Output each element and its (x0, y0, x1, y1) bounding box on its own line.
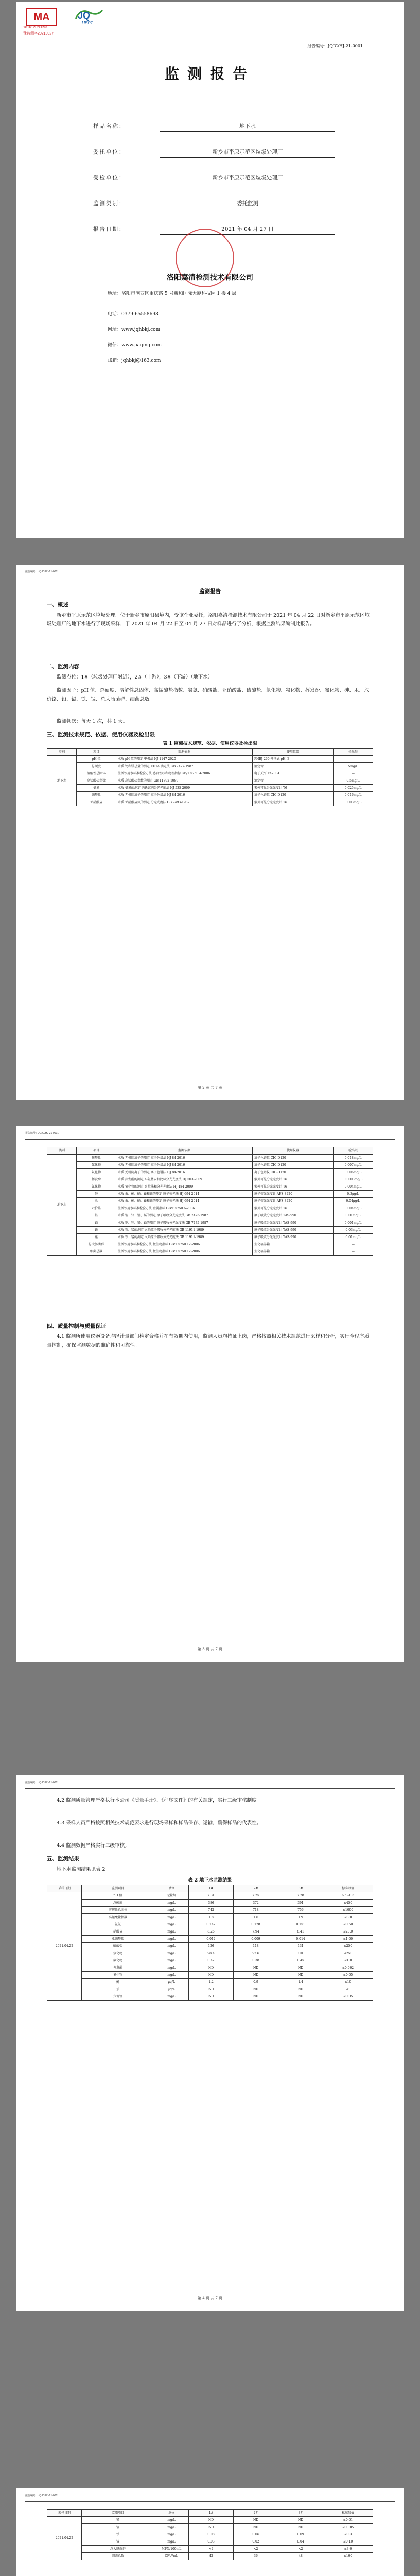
company-name: 洛阳嘉清检测技术有限公司 (167, 274, 253, 282)
table-2-continued (47, 2509, 373, 2560)
table-2 (47, 1885, 373, 2001)
info-row-client: 委托单位： 新乡市平原示范区垃圾处理厂 (93, 146, 335, 158)
table-row: 挥发酚 水质 挥发酚的测定 4-氨基安替比林分光光度法 HJ 503-2009 紫外可见分光光度计 T6 0.0003mg/L (47, 1176, 373, 1183)
info-row-sample: 样品名称： 地下水 (93, 121, 335, 132)
table-row: 镉 mg/L ND ND ND ≤0.005 (47, 2524, 373, 2531)
table-row: 高锰酸盐指数 水质 高锰酸盐指数的测定 GB 11892-1989 滴定管 0.5mg/L (47, 777, 373, 785)
table-header-row: 采样日期 监测项目 单位 1# 2# 3# 标准限值 (47, 1885, 373, 1892)
header-divider (25, 1139, 395, 1140)
jq-logo-text: JQ (78, 10, 91, 21)
qc-paragraph-2: 4.2 监测质量管理严格执行本公司《质量手册》、《程序文件》的有关规定，实行三级审核制度。 (57, 1798, 262, 1803)
page-footer: 第 3 页 共 7 页 (197, 1647, 223, 1651)
col-limit: 检出限 (334, 749, 373, 756)
table-row: 高锰酸盐指数 mg/L 1.8 1.6 1.9 ≤3.0 (47, 1914, 373, 1921)
table-row: 氰化物 mg/L ND ND ND ≤0.05 (47, 1972, 373, 1979)
section-2-heading: 二、监测内容 (47, 664, 79, 670)
table-row: 2021.04.22 pH 值 无量纲 7.31 7.25 7.28 6.5~8.5 (47, 1892, 373, 1900)
table-row: 氰化物 水质 氰化物的测定 容量法和分光光度法 HJ 484-2009 紫外可见分光光度计 T6 0.004mg/L (47, 1183, 373, 1191)
table-row: 砷 μg/L 1.2 0.9 1.4 ≤10 (47, 1979, 373, 1986)
col-instrument: 使用仪器 (253, 749, 334, 756)
table-row: 总大肠菌群 MPN/100mL <2 <2 <2 ≤3.0 (47, 2546, 373, 2553)
table-row: 氯化物 水质 无机阴离子的测定 离子色谱法 HJ 84-2016 离子色谱仪 CIC-D120 0.007mg/L (47, 1162, 373, 1169)
section-4-heading: 四、质量控制与质量保证 (47, 1323, 107, 1329)
table-header-row (47, 749, 373, 756)
table-row: 亚硝酸盐 水质 亚硝酸盐氮的测定 分光光度法 GB 7493-1987 紫外可见分光光度计 T6 0.003mg/L (47, 799, 373, 806)
section-1-heading: 一、概述 (47, 602, 68, 608)
table-header-row: 采样日期 监测项目 单位 1# 2# 3# 标准限值 (47, 2510, 373, 2517)
monitoring-points: 监测点位：1#（垃圾处理厂附近），2#（上游），3#（下游）（地下水） (57, 674, 213, 680)
table-row: 氨氮 mg/L 0.142 0.128 0.151 ≤0.50 (47, 1921, 373, 1928)
page-footer: 第 2 页 共 7 页 (197, 1086, 223, 1090)
table-row: 细菌总数 CFU/mL 42 36 48 ≤100 (47, 2553, 373, 2560)
table-row: 氟化物 mg/L 0.42 0.38 0.45 ≤1.0 (47, 1957, 373, 1964)
table-row: 地下水 pH 值 水质 pH 值的测定 电极法 HJ 1147-2020 PHBJ-260 便携式 pH 计 — (47, 756, 373, 763)
table-row: 锰 水质 铁、锰的测定 火焰原子吸收分光光度法 GB 11911-1989 原子吸收分光光度计 TAS-990 0.01mg/L (47, 1234, 373, 1241)
contact-wechat: 微信：www.jiaqing.com (108, 343, 162, 348)
page-header-left: 报告编号：JQJC/HJ-21-0001 (25, 2494, 59, 2497)
table-row: 六价铬 生活饮用水标准检验方法 金属指标 GB/T 5750.6-2006 紫外可见分光光度计 T6 0.004mg/L (47, 1205, 373, 1212)
header-divider (25, 1788, 395, 1789)
table-row: 铁 mg/L 0.08 0.06 0.09 ≤0.3 (47, 2531, 373, 2538)
qc-paragraph-3: 4.3 采样人员严格按照相关技术规范要求进行现场采样和样品保存、运输，确保样品的代表性。 (57, 1820, 262, 1826)
section-3-heading: 三、监测技术规范、依据、使用仪器及检出限 (47, 732, 155, 738)
table-row: 氯化物 mg/L 98.4 92.6 101 ≤250 (47, 1950, 373, 1957)
qc-paragraph-1: 4.1 监测所使用仪器设备均经计量部门检定合格并在有效期内使用，监测人员均持证上岗，严格按照相关技术规范进行采样和分析，实行全程序质量控制，确保监测数据的准确性和可靠性。 (47, 1334, 370, 1348)
table-2-caption: 表 2 地下水监测结果 (188, 1878, 232, 1883)
page-title: 监测报告 (199, 588, 221, 595)
page-footer: 第 4 页 共 7 页 (197, 2296, 223, 2300)
report-number: 报告编号：JQJC/HJ-21-0001 (307, 44, 363, 48)
table-row: 溶解性总固体 生活饮用水标准检验方法 感官性状和物理指标 GB/T 5750.4-2006 电子天平 FA2004 — (47, 770, 373, 777)
cma-number-2: 豫监测字20210027 (23, 32, 54, 36)
contact-address: 地址：洛阳市涧西区重庆路 5 号新和国际大厦科技园 1 楼 4 层 (108, 291, 237, 296)
report-page-3 (16, 1126, 404, 1662)
table-row: 总硬度 水质 钙和镁总量的测定 EDTA 滴定法 GB 7477-1987 滴定管 5mg/L (47, 763, 373, 770)
cma-number: 161612050093 (23, 26, 47, 29)
table-row: 2021.04.22 铅 mg/L ND ND ND ≤0.01 (47, 2517, 373, 2524)
col-item: 项目 (77, 749, 116, 756)
table-row: 汞 μg/L ND ND ND ≤1 (47, 1986, 373, 1993)
contact-email[interactable]: 邮箱：jqhbkj@163.com (108, 358, 161, 363)
table-row: 氟化物 水质 无机阴离子的测定 离子色谱法 HJ 84-2016 离子色谱仪 CIC-D120 0.006mg/L (47, 1169, 373, 1176)
monitoring-factors: 监测因子：pH 值、总硬度、溶解性总固体、高锰酸盐指数、氨氮、硝酸盐、亚硝酸盐、硫酸盐、氯化物、氟化物、挥发酚、氰化物、砷、汞、六价铬、铅、镉、铁、锰、总大肠菌群、细菌总数。 (47, 688, 369, 702)
contact-phone: 电话：0379-65558698 (108, 312, 159, 317)
jq-logo-sub: JJEPT (81, 21, 93, 25)
cma-logo: MA (26, 8, 57, 26)
table-row: 总硬度 mg/L 386 372 391 ≤450 (47, 1900, 373, 1907)
table-row: 细菌总数 生活饮用水标准检验方法 微生物指标 GB/T 5750.12-2006 生化培养箱 — (47, 1248, 373, 1256)
table-row: 铁 水质 铁、锰的测定 火焰原子吸收分光光度法 GB 11911-1989 原子吸收分光光度计 TAS-990 0.03mg/L (47, 1227, 373, 1234)
report-page-4 (16, 1775, 404, 2311)
table-row: 硫酸盐 mg/L 126 118 131 ≤250 (47, 1943, 373, 1950)
table-row: 砷 水质 汞、砷、硒、铋和锑的测定 原子荧光法 HJ 694-2014 原子荧光光度计 AFS-8220 0.3μg/L (47, 1191, 373, 1198)
page-header-left: 报告编号：JQJC/HJ-21-0001 (25, 1132, 59, 1135)
report-page-5 (16, 2488, 404, 2576)
table-row: 镉 水质 铜、锌、铅、镉的测定 原子吸收分光光度法 GB 7475-1987 原子吸收分光光度计 TAS-990 0.001mg/L (47, 1219, 373, 1227)
info-row-date: 报告日期： 2021 年 04 月 27 日 (93, 224, 335, 235)
section-5-heading: 五、监测结果 (47, 1856, 79, 1862)
col-category: 类别 (47, 749, 77, 756)
table-row: 地下水 硫酸盐 水质 无机阴离子的测定 离子色谱法 HJ 84-2016 离子色谱仪 CIC-D120 0.018mg/L (47, 1155, 373, 1162)
cover-title: 监测报告 (164, 65, 255, 82)
table-row: 硝酸盐 mg/L 8.26 7.94 8.41 ≤20.0 (47, 1928, 373, 1936)
monitoring-frequency: 监测频次：每天 1 次，共 1 天。 (57, 719, 128, 724)
table-row: 铅 水质 铜、锌、铅、镉的测定 原子吸收分光光度法 GB 7475-1987 原子吸收分光光度计 TAS-990 0.01mg/L (47, 1212, 373, 1219)
table-row: 六价铬 mg/L ND ND ND ≤0.05 (47, 1993, 373, 2001)
qc-paragraph-4: 4.4 监测数据严格实行三级审核。 (57, 1843, 130, 1849)
page-header-left: 报告编号：JQJC/HJ-21-0001 (25, 1781, 59, 1784)
info-row-category: 监测类别： 委托监测 (93, 198, 335, 209)
table-1-continued (47, 1147, 373, 1256)
page-header-left: 报告编号：JQJC/HJ-21-0001 (25, 570, 59, 573)
table-row: 挥发酚 mg/L ND ND ND ≤0.002 (47, 1964, 373, 1972)
table-row: 总大肠菌群 生活饮用水标准检验方法 微生物指标 GB/T 5750.12-2006 生化培养箱 — (47, 1241, 373, 1248)
contact-website[interactable]: 网址：www.jqhbkj.com (108, 327, 161, 332)
jq-logo (74, 7, 104, 26)
cover-page (16, 2, 404, 538)
overview-paragraph: 新乡市平原示范区垃圾处理厂位于新乡市原阳县境内，受该企业委托，洛阳嘉清检测技术有限公司于 2021 年 04 月 22 日对新乡市平原示范区垃圾处理厂的地下水进行了现场采样，于 2021 年 04 月 22 日至 04 月 27 日对样品进行了分析，根据监测结果编制此报告。 (47, 613, 370, 627)
table-header-row: 类别 项目 监测依据 使用仪器 检出限 (47, 1147, 373, 1155)
header-divider (25, 2501, 395, 2502)
table-1-caption: 表 1 监测技术规范、依据、使用仪器及检出限 (163, 741, 257, 747)
table-row: 溶解性总固体 mg/L 742 718 756 ≤1000 (47, 1907, 373, 1914)
table-row: 氨氮 水质 氨氮的测定 纳氏试剂分光光度法 HJ 535-2009 紫外可见分光光度计 T6 0.025mg/L (47, 785, 373, 792)
col-basis: 监测依据 (116, 749, 253, 756)
info-row-inspected: 受检单位： 新乡市平原示范区垃圾处理厂 (93, 172, 335, 183)
table-row: 亚硝酸盐 mg/L 0.012 0.009 0.014 ≤1.00 (47, 1936, 373, 1943)
table-row: 锰 mg/L 0.03 0.02 0.04 ≤0.10 (47, 2538, 373, 2546)
results-intro: 地下水监测结果见表 2。 (57, 1867, 111, 1872)
table-1 (47, 748, 373, 806)
report-page-2 (16, 565, 404, 1100)
table-row: 硝酸盐 水质 无机阴离子的测定 离子色谱法 HJ 84-2016 离子色谱仪 CIC-D120 0.016mg/L (47, 792, 373, 799)
table-row: 汞 水质 汞、砷、硒、铋和锑的测定 原子荧光法 HJ 694-2014 原子荧光光度计 AFS-8220 0.04μg/L (47, 1198, 373, 1205)
